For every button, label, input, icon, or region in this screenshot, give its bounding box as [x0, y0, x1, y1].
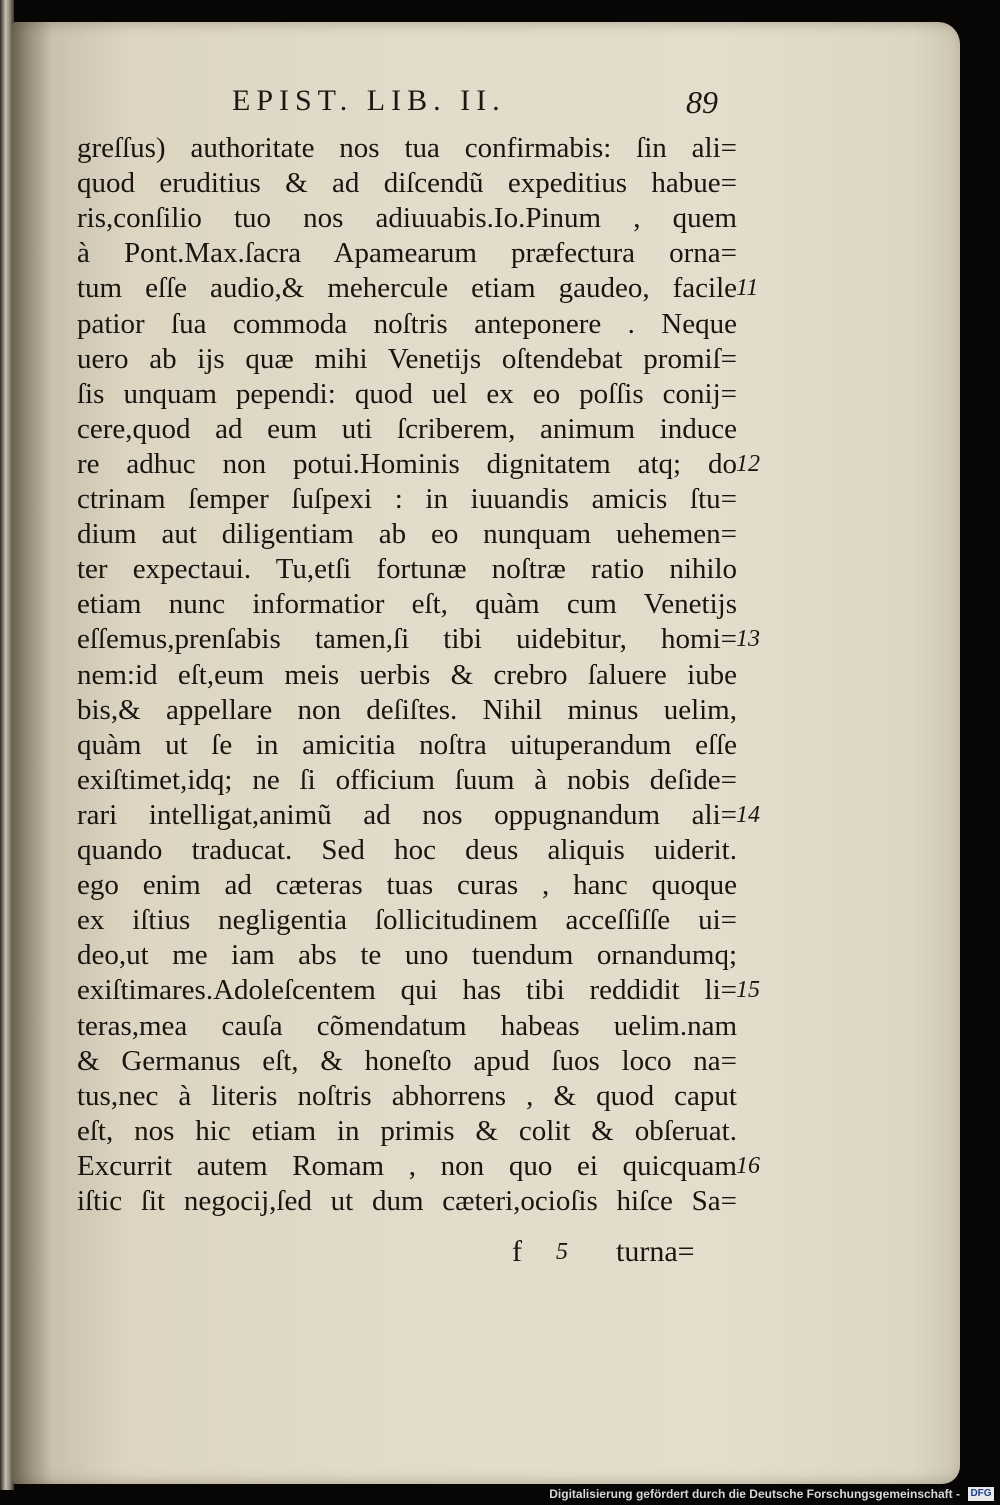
text-line: tus,nec à literis noſtris abhorrens , & quod caput — [77, 1079, 737, 1112]
margin-section-number: 12 — [736, 450, 760, 477]
text-line: cere,quod ad eum uti ſcriberem, animum induce — [77, 412, 737, 445]
text-line: & Germanus eſt, & honeſto apud ſuos loco na= — [77, 1044, 737, 1077]
text-line: exiſtimares.Adoleſcentem qui has tibi reddidit li= — [77, 974, 737, 1007]
margin-section-number: 16 — [736, 1152, 760, 1179]
text-line: rari intelligat,animũ ad nos oppugnandum ali= — [77, 798, 737, 831]
text-line: patior ſua commoda noſtris anteponere . Neque — [77, 307, 737, 340]
text-line: quando traducat. Sed hoc deus aliquis uiderit. — [77, 834, 737, 866]
page-number: 89 — [686, 84, 718, 120]
text-line: re adhuc non potui.Hominis dignitatem atq; do — [77, 447, 737, 480]
text-line: eſſemus,prenſabis tamen,ſi tibi uidebitur, homi= — [77, 623, 737, 656]
margin-section-number: 14 — [736, 801, 760, 828]
text-line: quod eruditius & ad diſcendũ expeditius habue= — [77, 167, 737, 200]
text-line: ter expectaui. Tu,etſi fortunæ noſtræ ratio nihilo — [77, 553, 737, 586]
signature-number: 5 — [556, 1239, 568, 1265]
margin-section-number: 13 — [736, 626, 760, 653]
text-line: greſſus) authoritate nos tua confirmabis: ſin ali= — [77, 132, 737, 164]
text-line: ctrinam ſemper ſuſpexi : in iuuandis amicis ſtu= — [77, 483, 737, 515]
text-line: dium aut diligentiam ab eo nunquam uehemen= — [77, 518, 737, 551]
dfg-logo: DFG — [968, 1487, 994, 1501]
text-line: iſtic ſit negocij,ſed ut dum cæteri,ocioſis hiſce Sa= — [77, 1185, 737, 1217]
text-line: Excurrit autem Romam , non quo ei quicquam — [77, 1149, 737, 1182]
text-line: ex iſtius negligentia ſollicitudinem acceſſiſſe ui= — [77, 904, 737, 937]
text-line: bis,& appellare non deſiſtes. Nihil minus uelim, — [77, 693, 737, 726]
signature-letter: f — [512, 1235, 522, 1268]
margin-section-number: 15 — [736, 977, 760, 1004]
margin-section-number: 11 — [736, 275, 759, 302]
text-line: ego enim ad cæteras tuas curas , hanc quoque — [77, 869, 737, 902]
text-line: quàm ut ſe in amicitia noſtra uituperandum eſſe — [77, 728, 737, 761]
text-line: deo,ut me iam abs te uno tuendum ornandumq; — [77, 939, 737, 972]
text-line: nem:id eſt,eum meis uerbis & crebro ſaluere iube — [77, 658, 737, 691]
text-line: ſis unquam pependi: quod uel ex eo poſſis conij= — [77, 377, 737, 410]
digitization-credit: Digitalisierung gefördert durch die Deutsche Forschungsgemeinschaft - — [549, 1487, 960, 1501]
text-line: à Pont.Max.ſacra Apamearum præfectura orna= — [77, 237, 737, 270]
running-head: EPIST. LIB. II. — [232, 84, 506, 117]
text-line: exiſtimet,idq; ne ſi officium ſuum à nobis deſide= — [77, 763, 737, 796]
text-line: tum eſſe audio,& mehercule etiam gaudeo, facile — [77, 272, 737, 305]
catchword: turna= — [616, 1235, 695, 1268]
text-line: etiam nunc informatior eſt, quàm cum Venetijs — [77, 588, 737, 621]
text-line: eſt, nos hic etiam in primis & colit & obſeruat. — [77, 1114, 737, 1147]
text-line: teras,mea cauſa cõmendatum habeas uelim.nam — [77, 1009, 737, 1042]
text-line: ris,conſilio tuo nos adiuuabis.Io.Pinum , quem — [77, 202, 737, 235]
text-line: uero ab ijs quæ mihi Venetijs oſtendebat promiſ= — [77, 342, 737, 375]
